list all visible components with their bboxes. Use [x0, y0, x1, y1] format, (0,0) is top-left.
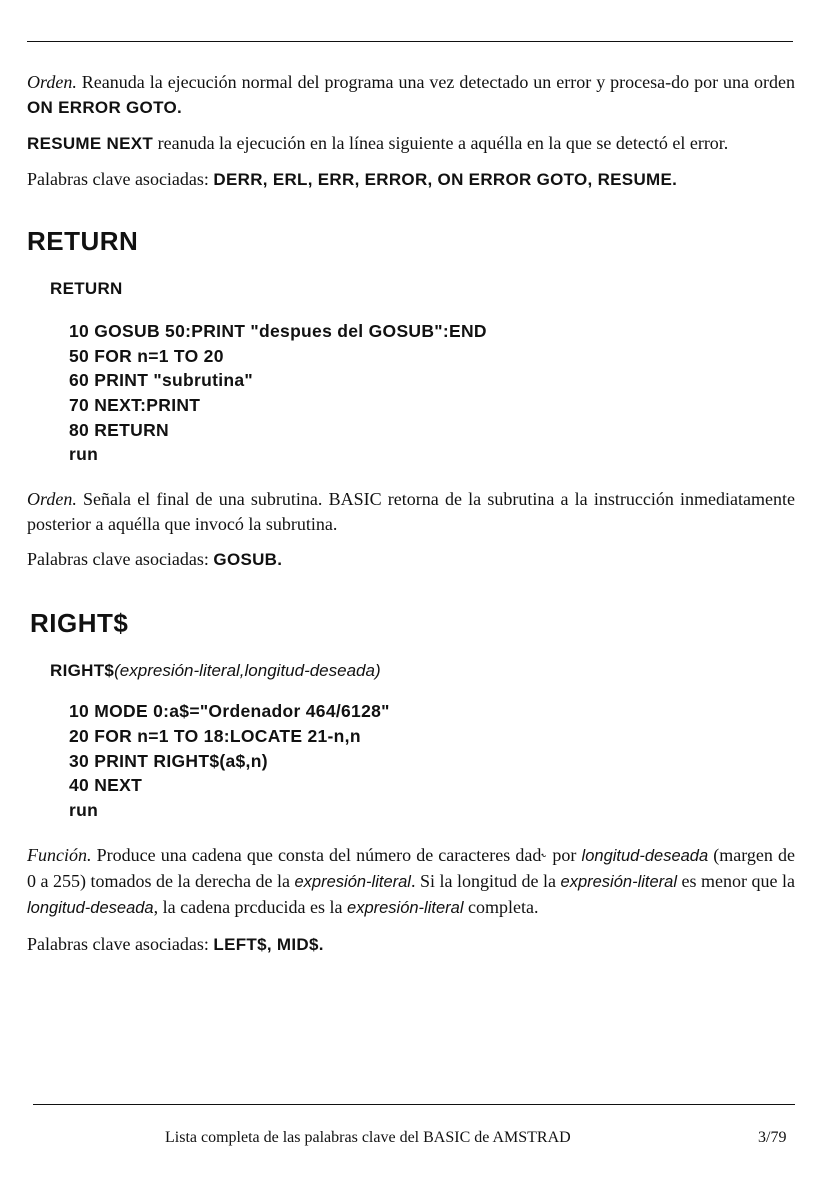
section-heading-return: RETURN: [27, 226, 139, 256]
paragraph-text: (margen de 0 a 255) tomados de la derecha de la: [27, 844, 795, 891]
argument-ref: longitud-deseada: [27, 898, 154, 917]
keyword-list: GOSUB.: [213, 550, 283, 570]
paragraph-text: Reanuda la ejecución normal del programa una vez detectado un error y procesa-do por una orden: [76, 72, 795, 92]
assoc-label: Palabras clave asociadas:: [27, 169, 214, 189]
keyword-list: DERR, ERL, ERR, ERROR, ON ERROR GOTO, RESUME.: [213, 170, 678, 189]
syntax-keyword: RIGHT$: [50, 661, 115, 681]
keyword-list: LEFT$, MID$.: [213, 934, 324, 954]
syntax-line: RETURN: [50, 279, 123, 298]
syntax-arguments: (expresión-literal,longitud-deseada): [114, 661, 381, 681]
keyword: RESUME NEXT: [27, 134, 154, 153]
code-line: 30 PRINT RIGHT$(a$,n): [69, 750, 268, 771]
paragraph-text: , la cadena prcducida es la: [153, 896, 348, 917]
code-line: 10 GOSUB 50:PRINT "despues del GOSUB":END: [69, 321, 487, 341]
footer-title: Lista completa de las palabras clave del BASIC de AMSTRAD: [165, 1129, 571, 1146]
code-line: run: [69, 444, 99, 465]
resume-orden-paragraph: [27, 70, 795, 120]
code-listing: [69, 699, 795, 822]
code-line: 50 FOR n=1 TO 20: [69, 345, 224, 366]
paragraph-text: . Si la longitud de la: [410, 870, 561, 891]
header-rule: [27, 41, 793, 42]
syntax-line: [50, 661, 795, 681]
paragraph-text: Produce una cadena que consta del número de caracteres dad˞ por: [91, 844, 582, 865]
code-listing: [69, 319, 795, 467]
assoc-label: Palabras clave asociadas:: [27, 549, 214, 570]
code-line: 80 RETURN: [69, 419, 169, 440]
code-line: 20 FOR n=1 TO 18:LOCATE 21-n,n: [69, 725, 361, 746]
code-line: 40 NEXT: [69, 775, 143, 796]
code-line: run: [69, 799, 99, 820]
associated-keywords: [27, 932, 795, 957]
argument-ref: expresión-literal: [347, 898, 464, 917]
paragraph-text: Señala el final de una subrutina. BASIC retorna de la subrutina a la instrucción inmediatamente posterior a aquélla que invocó la subrutina.: [27, 489, 795, 535]
paragraph-text: es menor que la: [677, 870, 796, 891]
resume-next-paragraph: [27, 131, 795, 156]
footer-rule: [33, 1104, 795, 1105]
page-number: 3/79: [758, 1129, 787, 1146]
code-line: 10 MODE 0:a$="Ordenador 464/6128": [69, 701, 390, 722]
section-heading-right: RIGHT$: [30, 608, 129, 639]
description-paragraph: [27, 843, 795, 921]
assoc-label: Palabras clave asociadas:: [27, 933, 214, 954]
page-content: [27, 70, 795, 957]
associated-keywords: [27, 167, 795, 192]
funcion-label: Función.: [27, 844, 92, 865]
keyword: ON ERROR GOTO.: [27, 98, 183, 117]
orden-label: Orden.: [27, 72, 77, 92]
associated-keywords: [27, 547, 795, 572]
argument-ref: expresión-literal: [294, 872, 411, 891]
orden-label: Orden.: [27, 489, 77, 510]
paragraph-text: completa.: [463, 896, 539, 917]
argument-ref: longitud-deseada: [581, 846, 709, 865]
code-line: 70 NEXT:PRINT: [69, 395, 201, 416]
argument-ref: expresión-literal: [560, 872, 677, 891]
paragraph-text: reanuda la ejecución en la línea siguiente a aquélla en la que se detectó el error.: [153, 133, 729, 153]
code-line: 60 PRINT "subrutina": [69, 370, 254, 391]
description-paragraph: [27, 487, 795, 537]
